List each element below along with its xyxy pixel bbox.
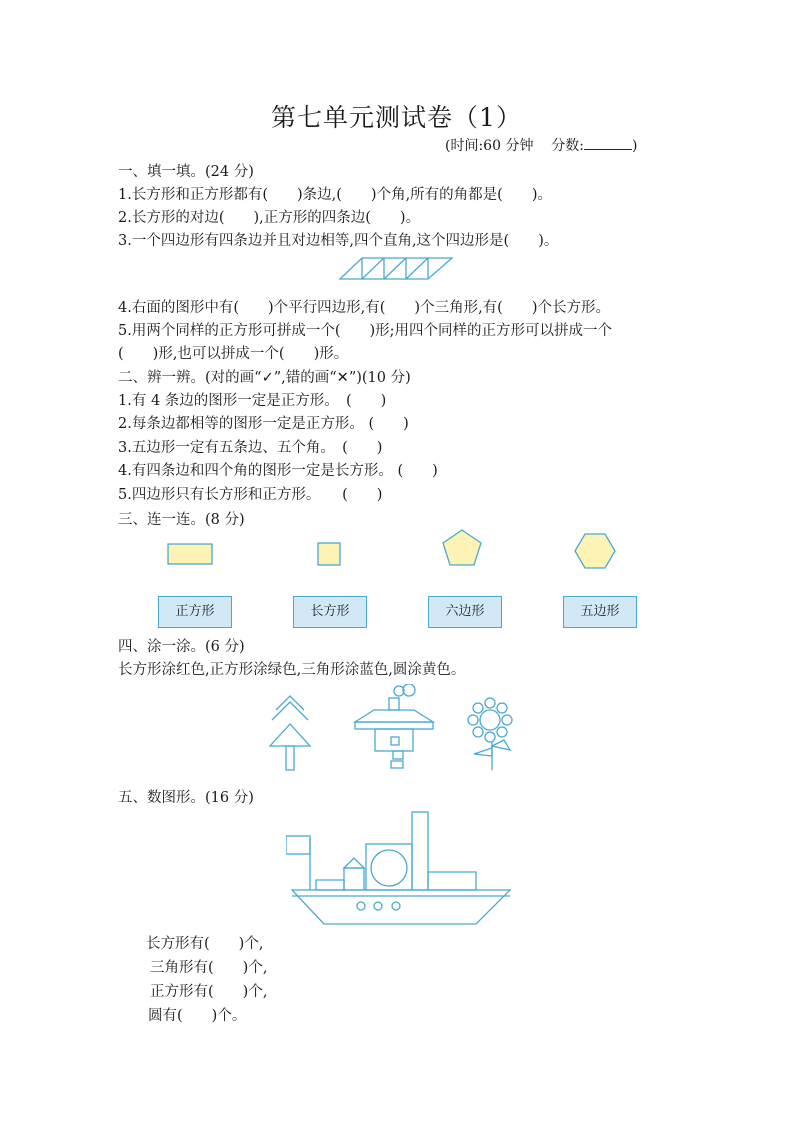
s1-question-2: 2.长方形的对边( ),正方形的四条边( )。 — [118, 210, 421, 226]
boat-figure — [286, 802, 516, 928]
s1-question-5b: ( )形,也可以拼成一个( )形。 — [118, 346, 349, 362]
parallelogram-figure — [338, 256, 456, 282]
s1-question-5a: 5.用两个同样的正方形可拼成一个( )形;用四个同样的正方形可以拼成一个 — [118, 323, 613, 339]
test-meta — [445, 135, 637, 155]
hexagon-shape[interactable] — [575, 534, 615, 568]
s2-question-1: 1.有 4 条边的图形一定是正方形。 ( ) — [118, 393, 387, 409]
coloring-instruction: 长方形涂红色,正方形涂绿色,三角形涂蓝色,圆涂黄色。 — [118, 662, 466, 678]
answer-triangles: 三角形有( )个, — [150, 960, 268, 976]
section-2-heading — [118, 366, 411, 387]
time-label: (时间:60 分钟 — [445, 138, 534, 154]
s2-question-4: 4.有四条边和四个角的图形一定是长方形。 ( ) — [118, 463, 438, 479]
section-4-heading: 四、涂一涂。(6 分) — [118, 639, 245, 655]
label-box-3[interactable]: 六边形 — [428, 596, 502, 628]
s2-question-5: 5.四边形只有长方形和正方形。 ( ) — [118, 487, 383, 503]
section-1-heading: 一、填一填。(24 分) — [118, 164, 254, 180]
label-box-4[interactable]: 五边形 — [563, 596, 637, 628]
section-3-heading: 三、连一连。(8 分) — [118, 512, 245, 528]
check-mark-icon: ✓ — [261, 370, 274, 386]
square-shape[interactable] — [318, 543, 340, 565]
s2-heading-mid: ”,错的画“ — [273, 370, 337, 386]
section-5-heading: 五、数图形。(16 分) — [118, 790, 254, 806]
answer-squares: 正方形有( )个, — [150, 984, 268, 1000]
s2-question-3: 3.五边形一定有五条边、五个角。 ( ) — [118, 440, 383, 456]
answer-circles: 圆有( )个。 — [148, 1008, 247, 1024]
answer-rectangles: 长方形有( )个, — [146, 936, 264, 952]
s2-heading-start: 二、辨一辨。(对的画“ — [118, 370, 262, 386]
s1-question-4: 4.右面的图形中有( )个平行四边形,有( )个三角形,有( )个长方形。 — [118, 300, 610, 316]
s1-question-1: 1.长方形和正方形都有( )条边,( )个角,所有的角都是( )。 — [118, 187, 552, 203]
shapes-row — [160, 527, 630, 577]
score-blank[interactable] — [584, 137, 632, 150]
meta-close: ) — [631, 138, 638, 154]
s2-question-2: 2.每条边都相等的图形一定是正方形。 ( ) — [118, 416, 409, 432]
rectangle-shape[interactable] — [168, 544, 212, 564]
cross-mark-icon: ✕ — [336, 370, 349, 386]
label-box-2[interactable]: 长方形 — [293, 596, 367, 628]
s1-question-3: 3.一个四边形有四条边并且对边相等,四个直角,这个四边形是( )。 — [118, 233, 559, 249]
s2-heading-end: ”)(10 分) — [348, 370, 411, 386]
page-title: 第七单元测试卷（1） — [271, 103, 522, 132]
pentagon-shape[interactable] — [443, 530, 481, 565]
coloring-figures — [262, 684, 532, 774]
score-label: 分数: — [551, 138, 584, 154]
label-box-1[interactable]: 正方形 — [158, 596, 232, 628]
